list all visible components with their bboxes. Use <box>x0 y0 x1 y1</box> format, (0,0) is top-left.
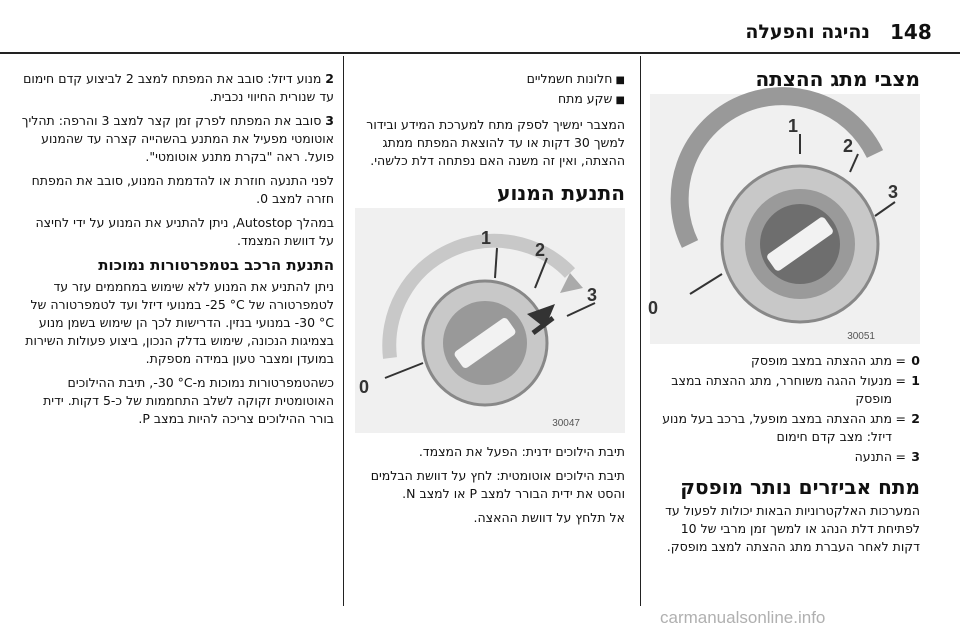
figure-id: 30047 <box>552 418 580 429</box>
section-title: מצבי מתג ההצתה <box>755 67 920 91</box>
figure-label: 0 <box>358 377 369 397</box>
key-turn-illustration <box>355 208 625 433</box>
ignition-switch-illustration <box>647 94 920 344</box>
paragraph: 3 סובב את המפתח לפרק זמן קצר למצב 3 והרפה: תהליך אוטומטי מפעיל את המתנע בהשהייה קצרה עד שהמנוע פועל. ראה "בקרת מתנע אוטומטי". <box>21 113 334 164</box>
position-row: 2 = מתג ההצתה במצב מופעל, ברכב בעל מנוע דיזל: מצב קדם חימום <box>662 411 920 444</box>
engine-start-figure <box>355 208 625 433</box>
header-rule <box>0 52 960 54</box>
bullet-list <box>353 70 625 110</box>
position-row: 1 = מנעול ההגה משוחרר, מתג ההצתה במצב מופסק <box>671 373 920 406</box>
figure-label: 3 <box>887 182 898 202</box>
bullet-item: ■ חלונות חשמליים <box>353 70 625 90</box>
paragraph: תיבת הילוכים ידנית: הפעל את המצמד. <box>418 444 625 459</box>
position-row: 0 = מתג ההצתה במצב מופסק <box>751 353 920 368</box>
column-ignition-positions <box>647 67 920 562</box>
paragraph: תיבת הילוכים אוטומטית: לחץ על דוושת הבלמים והסט את ידית הבורר למצב P או למצב N. <box>370 468 625 501</box>
figure-label: 1 <box>787 116 798 136</box>
column-engine-start <box>353 70 625 533</box>
paragraph: ניתן להתניע את המנוע ללא שימוש במחממים עזר עד לטמפרטורה של ‎-25 °C במנועי דיזל ועד לטמפרטורה של ‎-30 °C במנועי בנזין. הדרישות לכך הן שימוש בשמן מנוע בצמיגות הנכונה, שימוש בדלק הנכון, ביצוע פעולות השירות במועדן ומצבר טעון במידה מספקת. <box>25 279 334 366</box>
figure-id: 30051 <box>847 331 875 342</box>
column-cold-start <box>18 70 334 434</box>
paragraph: אל תלחץ על דוושת ההאצה. <box>473 510 625 525</box>
column-divider <box>640 56 641 606</box>
paragraph: לפני התנעה חוזרת או להדממת המנוע, סובב את המפתח חזרה למצב 0. <box>31 173 334 206</box>
paragraph: המצבר ימשיך לספק מתח למערכת המידע ובידור למשך 30 דקות או עד להוצאת המפתח ממתג ההצתה, ואין זה משנה האם נפתחה דלת כלשהי. <box>366 117 625 168</box>
page-number: 148 <box>890 20 932 44</box>
section-title: התנעת הרכב בטמפרטורות נמוכות <box>98 256 334 274</box>
column-divider <box>343 56 344 606</box>
figure-label: 1 <box>480 228 491 248</box>
paragraph: המערכות האלקטרוניות הבאות יכולות לפעול עד לפתיחת דלת הנהג או למשך זמן מרבי של 10 דקות לאחר העברת מתג ההצתה למצב מופסק. <box>665 503 920 554</box>
figure-label: 0 <box>647 298 658 318</box>
paragraph: במהלך Autostop, ניתן להתניע את המנוע על ידי לחיצה על דוושת המצמד. <box>35 215 334 248</box>
figure-label: 2 <box>842 136 853 156</box>
section-title: מתח אביזרים נותר מופסק <box>680 475 920 499</box>
watermark: carmanualsonline.info <box>660 608 826 627</box>
bullet-item: ■ שקע מתח <box>353 90 625 110</box>
position-row: 3 = התנעה <box>854 449 920 464</box>
paragraph: כשהטמפרטורות נמוכות מ-‎-30 °C, תיבת ההילוכים האוטומטית זקוקה לשלב התחממות של כ-5 דקות. ידית בורר ההילוכים צריכה להיות במצב P. <box>43 375 334 426</box>
paragraph: 2 מנוע דיזל: סובב את המפתח למצב 2 לביצוע קדם חימום עד שנורית החיווי נכבית. <box>23 71 334 104</box>
figure-label: 2 <box>534 240 545 260</box>
section-title: התנעת המנוע <box>497 181 625 205</box>
figure-label: 3 <box>586 285 597 305</box>
ignition-switch-figure <box>647 94 920 344</box>
chapter-title: נהיגה והפעלה <box>745 21 870 43</box>
